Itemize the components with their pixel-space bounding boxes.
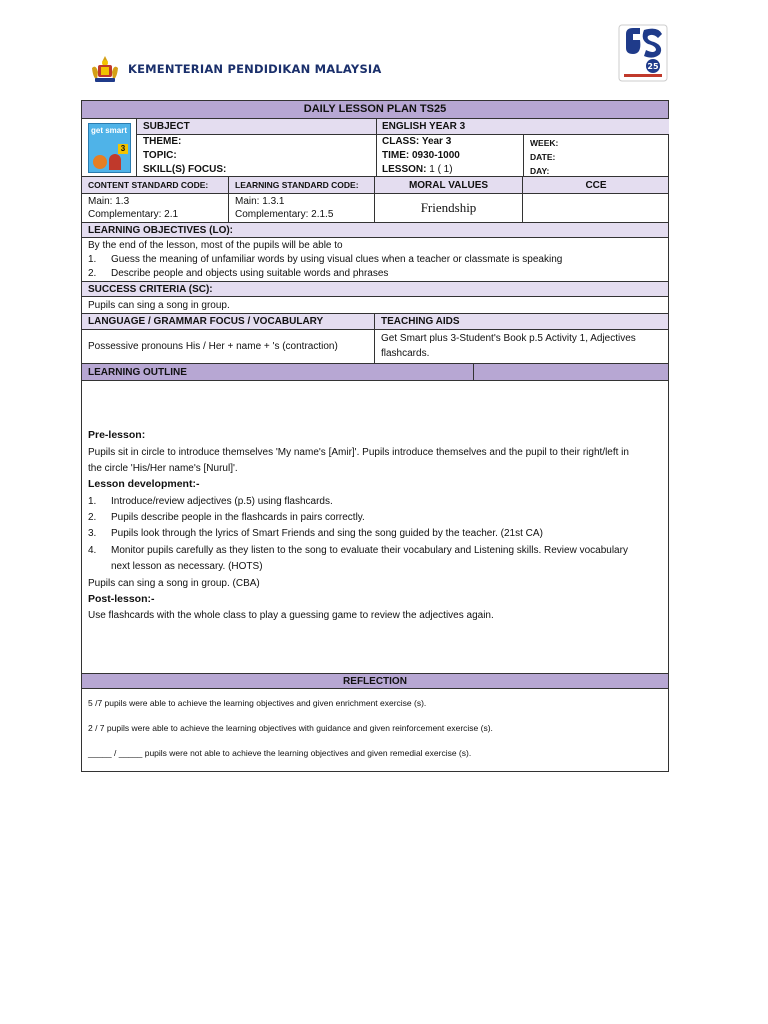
- objectives-header-row: [82, 223, 668, 238]
- book-figure2-icon: [109, 154, 121, 170]
- cce-header: CCE: [585, 180, 607, 191]
- subject-value: ENGLISH YEAR 3: [382, 121, 466, 132]
- week-label: WEEK:: [530, 138, 559, 148]
- cba-line: Pupils can sing a song in group. (CBA): [88, 578, 260, 589]
- subject-label: SUBJECT: [143, 121, 190, 132]
- topic-label: TOPIC:: [143, 150, 177, 161]
- malaysia-crest-icon: [88, 54, 122, 84]
- dev-text-4: Monitor pupils carefully as they listen to the song to evaluate their vocabulary and Listening skills. Review vocabulary: [111, 545, 628, 556]
- book-figure-icon: [93, 155, 107, 169]
- objectives-header: LEARNING OBJECTIVES (LO):: [88, 225, 234, 236]
- dev-text-1: Introduce/review adjectives (p.5) using flashcards.: [111, 496, 333, 507]
- reflection-line1: 5 /7 pupils were able to achieve the learning objectives and given enrichment exercise (s).: [88, 698, 427, 708]
- teaching-aids-header: TEACHING AIDS: [381, 316, 460, 327]
- focus-body: [82, 330, 668, 364]
- book-cover-title: get smart: [91, 126, 128, 135]
- pre-lesson-line1: Pupils sit in circle to introduce themselves 'My name's [Amir]'. Pupils introduce themselves and the pupil to their right/left in: [88, 447, 629, 458]
- standards-values-row: [82, 194, 668, 223]
- learning-main: Main: 1.3.1: [235, 196, 285, 207]
- dev-num-2: 2.: [88, 512, 97, 523]
- language-focus-header: LANGUAGE / GRAMMAR FOCUS / VOCABULARY: [88, 316, 324, 327]
- success-header: SUCCESS CRITERIA (SC):: [88, 284, 213, 295]
- subject-value-cell: [377, 119, 669, 135]
- dev-num-1: 1.: [88, 496, 97, 507]
- dev-num-3: 3.: [88, 528, 97, 539]
- ts25-logo-number: 25: [647, 62, 659, 71]
- outline-header-split: [473, 364, 669, 380]
- plan-title: DAILY LESSON PLAN TS25: [303, 103, 447, 115]
- ministry-header: [88, 54, 382, 84]
- lesson-development-title: Lesson development:-: [88, 478, 200, 490]
- dev-text-4-cont: next lesson as necessary. (HOTS): [111, 561, 263, 572]
- reflection-body: [82, 689, 668, 771]
- moral-values-header: MORAL VALUES: [408, 180, 489, 191]
- lesson-value: 1 ( 1): [429, 164, 453, 175]
- objectives-body: [82, 238, 668, 282]
- objectives-intro: By the end of the lesson, most of the pupils will be able to: [88, 240, 343, 251]
- class-label: CLASS: Year 3: [382, 136, 452, 147]
- language-focus-text: Possessive pronouns His / Her + name + 's (contraction): [88, 341, 338, 352]
- reflection-header: REFLECTION: [343, 676, 407, 687]
- dev-text-3: Pupils look through the lyrics of Smart Friends and sing the song guided by the teacher. (21st CA): [111, 528, 543, 539]
- lesson-line: [382, 163, 453, 176]
- focus-header-row: [82, 314, 668, 330]
- day-label: DAY:: [530, 166, 550, 176]
- content-standard-header: CONTENT STANDARD CODE:: [88, 180, 209, 190]
- outline-header-row: [82, 364, 668, 381]
- objective-text-1: Guess the meaning of unfamiliar words by using visual clues when a teacher or classmate is speaking: [111, 254, 563, 265]
- subject-block: [82, 119, 668, 177]
- outline-body: [82, 381, 668, 674]
- teaching-aids-line1: Get Smart plus 3-Student's Book p.5 Activity 1, Adjectives: [381, 333, 636, 344]
- subject-values: [376, 119, 669, 176]
- book-cover: [82, 119, 136, 176]
- standards-header-row: [82, 177, 668, 194]
- moral-value: Friendship: [420, 200, 477, 215]
- ministry-name: KEMENTERIAN PENDIDIKAN MALAYSIA: [128, 62, 382, 76]
- lesson-label: LESSON:: [382, 164, 427, 175]
- book-cover-image: [88, 123, 131, 173]
- success-text: Pupils can sing a song in group.: [88, 300, 230, 311]
- teaching-aids-line2: flashcards.: [381, 348, 430, 359]
- learning-standard-header: LEARNING STANDARD CODE:: [235, 180, 359, 190]
- success-header-row: [82, 282, 668, 297]
- week-cell: [523, 134, 559, 176]
- outline-header: LEARNING OUTLINE: [88, 367, 187, 378]
- reflection-line2: 2 / 7 pupils were able to achieve the learning objectives with guidance and given reinforcement exercise (s).: [88, 723, 493, 733]
- objective-text-2: Describe people and objects using suitable words and phrases: [111, 268, 389, 279]
- skills-label: SKILL(S) FOCUS:: [143, 164, 227, 175]
- lesson-plan-table: [81, 100, 669, 772]
- subject-label-cell: [137, 119, 376, 135]
- subject-labels: [136, 119, 376, 176]
- ts25-logo-icon: [618, 24, 668, 82]
- time-label: TIME: 0930-1000: [382, 150, 460, 161]
- dev-text-2: Pupils describe people in the flashcards in pairs correctly.: [111, 512, 365, 523]
- post-lesson-title: Post-lesson:-: [88, 593, 155, 605]
- post-lesson-text: Use flashcards with the whole class to play a guessing game to review the adjectives again.: [88, 610, 494, 621]
- pre-lesson-line2: the circle 'His/Her name's [Nurul]'.: [88, 463, 238, 474]
- date-label: DATE:: [530, 152, 556, 162]
- reflection-header-row: [82, 674, 668, 689]
- reflection-line3: _____ / _____ pupils were not able to achieve the learning objectives and given remedial exercise (s).: [88, 748, 472, 758]
- pre-lesson-title: Pre-lesson:: [88, 429, 146, 441]
- dev-num-4: 4.: [88, 545, 97, 556]
- objective-num-1: 1.: [88, 254, 97, 265]
- success-body: [82, 297, 668, 314]
- theme-label: THEME:: [143, 136, 182, 147]
- cce-value: [522, 194, 669, 222]
- title-row: [82, 101, 668, 119]
- content-main: Main: 1.3: [88, 196, 130, 207]
- book-number: 3: [118, 144, 128, 154]
- content-complementary: Complementary: 2.1: [88, 209, 179, 220]
- objective-num-2: 2.: [88, 268, 97, 279]
- learning-complementary: Complementary: 2.1.5: [235, 209, 334, 220]
